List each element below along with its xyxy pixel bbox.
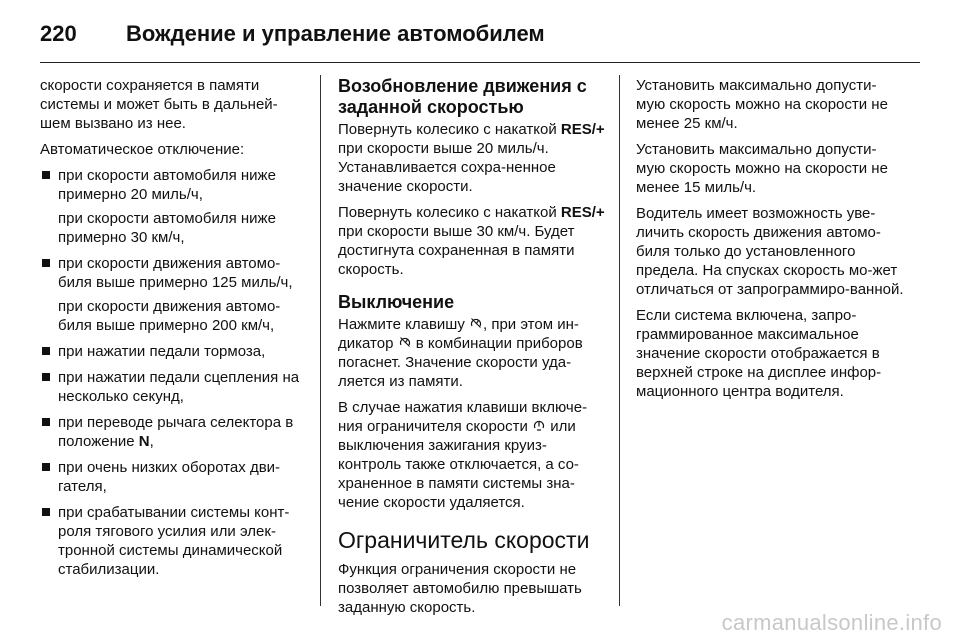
paragraph: Если система включена, запро-граммированное максимальное значение скорости отображается в верхней строке на дисплее инфор-мационного центра водителя. <box>636 307 882 400</box>
speed-limiter-icon <box>532 417 546 436</box>
list-item: при очень низких оборотах дви-гателя, <box>40 458 308 496</box>
page-title: Вождение и управление автомобилем <box>126 21 545 46</box>
off-heading: Выключение <box>338 292 455 312</box>
paragraph: Установить максимально допусти-мую скорость можно на скорости не менее 15 миль/ч. <box>636 141 888 196</box>
bullet-icon <box>42 171 50 179</box>
column-2 <box>338 76 608 624</box>
bullet-icon <box>42 463 50 471</box>
bullet-icon <box>42 259 50 267</box>
page-header <box>40 12 920 56</box>
bullet-icon <box>42 508 50 516</box>
header-rule <box>40 62 920 63</box>
column-divider <box>320 75 321 606</box>
list-item: при нажатии педали тормоза, <box>40 342 308 361</box>
paragraph: Установить максимально допусти-мую скорость можно на скорости не менее 25 км/ч. <box>636 77 888 132</box>
list-item: при срабатывании системы конт-роля тягового усилия или элек-тронной системы динамической стабилизации. <box>40 503 308 579</box>
list-item: при переводе рычага селектора в положение N, <box>40 413 308 451</box>
list-item: при скорости движения автомо-биля выше примерно 125 миль/ч, при скорости движения автомо-биля выше примерно 200 км/ч, <box>40 254 308 335</box>
off-paragraph: Нажмите клавишу , при этом ин-дикатор в комбинации приборов погаснет. Значение скорости уда-ляется из памяти. <box>338 316 583 390</box>
bullet-icon <box>42 347 50 355</box>
limiter-paragraph: Функция ограничения скорости не позволяет автомобилю превышать заданную скорость. <box>338 561 582 616</box>
intro-text: скорости сохраняется в памяти системы и может быть в дальней-шем вызвано из нее. <box>40 77 278 132</box>
list-item: при нажатии педали сцепления на несколько секунд, <box>40 368 308 406</box>
column-divider <box>619 75 620 606</box>
cruise-control-off-icon <box>469 315 483 334</box>
watermark: carmanualsonline.info <box>721 610 942 635</box>
bullet-icon <box>42 418 50 426</box>
cruise-control-off-icon <box>398 334 412 353</box>
bullet-icon <box>42 373 50 381</box>
auto-off-list <box>40 166 308 579</box>
limiter-heading: Ограничитель скорости <box>338 527 590 553</box>
column-1 <box>40 76 308 586</box>
resume-paragraph: Повернуть колесико с накаткой RES/+ при скорости выше 30 км/ч. Будет достигнута сохраненная в памяти скорость. <box>338 204 605 278</box>
resume-paragraph: Повернуть колесико с накаткой RES/+ при скорости выше 20 миль/ч. Устанавливается сохра-ненное значение скорости. <box>338 121 605 195</box>
resume-heading: Возобновление движения с заданной скоростью <box>338 76 587 117</box>
paragraph: Водитель имеет возможность уве-личить скорость движения автомо-биля только до установленного предела. На спусках скорость мо-жет отличаться от запрограммиро-ванной. <box>636 205 904 298</box>
auto-off-label: Автоматическое отключение: <box>40 141 245 158</box>
column-3 <box>636 76 904 408</box>
list-item: при скорости автомобиля ниже примерно 20 миль/ч, при скорости автомобиля ниже примерно 30 км/ч, <box>40 166 308 247</box>
off-paragraph: В случае нажатия клавиши включе-ния ограничителя скорости или выключения зажигания круиз-контроль также отключается, а со-храненное в памяти системы зна-чение скорости удаляется. <box>338 399 588 511</box>
page-number: 220 <box>40 21 77 46</box>
